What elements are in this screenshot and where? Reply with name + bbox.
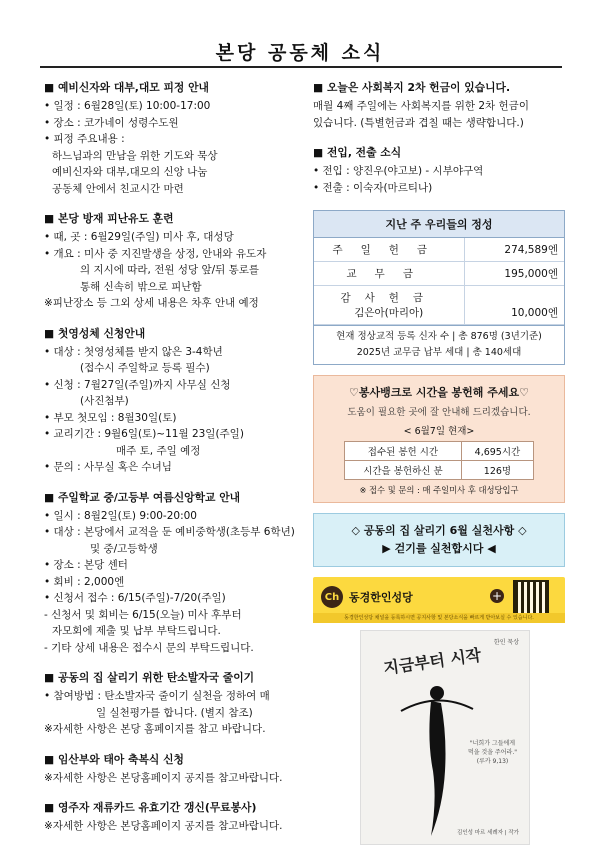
table-row [345, 461, 534, 480]
text-line: • 문의 : 사무실 혹은 수녀님 [44, 461, 172, 473]
offering-box [313, 210, 565, 365]
text-line: 공동체 안에서 친교시간 마련 [52, 182, 184, 195]
volunteer-note: ※ 접수 및 문의 : 매 주일미사 후 대성당입구 [359, 485, 519, 495]
text-line: 예비신자와 대부,대모의 신앙 나눔 [52, 166, 208, 178]
volunteer-title: ♡봉사뱅크로 시간을 봉헌해 주세요♡ [349, 386, 529, 399]
membership-stats [314, 325, 564, 364]
section-prep-retreat [44, 80, 306, 197]
section-heading: ■ 첫영성체 신청안내 [44, 326, 146, 340]
book-cover-image [360, 630, 530, 845]
volunteer-table [344, 441, 534, 480]
text-line: • 교리기간 : 9월6일(토)~11월 23일(주일) [44, 428, 244, 440]
note-line: ※자세한 사항은 본당 홈페이지를 참고 바랍니다. [44, 723, 266, 735]
offering-label: 감사헌금 [340, 292, 438, 304]
text-line: (사진첨부) [80, 395, 129, 407]
text-line: 하느님과의 만남을 위한 기도와 묵상 [52, 149, 218, 162]
text-line: • 일시 : 8월2일(토) 9:00-20:00 [44, 509, 197, 522]
section-heading: ■ 임산부와 태아 축복식 신청 [44, 752, 184, 766]
table-cell: 시간을 봉헌하신 분 [345, 461, 462, 480]
offering-donor: 김은아(마리아) [354, 307, 424, 319]
section-pregnancy-blessing [44, 752, 306, 787]
common-home-box [313, 513, 565, 567]
book-title: 지금부터 시작 [382, 645, 483, 678]
text-line: • 일정 : 6월28일(토) 10:00-17:00 [44, 100, 211, 112]
common-home-title: ◇ 공동의 집 살리기 6월 실천사항 ◇ [351, 524, 527, 537]
channel-name: 동경한인성당 [349, 591, 413, 604]
section-summer-school [44, 490, 306, 657]
left-column [44, 80, 306, 849]
text-line: • 전출 : 이숙자(마르티나) [313, 181, 433, 194]
offering-value: 10,000엔 [464, 286, 564, 325]
text-line: • 때, 곳 : 6월29일(주일) 미사 후, 대성당 [44, 231, 234, 243]
text-line: 매월 4째 주일에는 사회복지를 위한 2차 헌금이 [313, 100, 529, 112]
text-line: • 장소 : 본당 센터 [44, 559, 128, 571]
section-welfare-collection [313, 80, 565, 131]
section-fire-drill [44, 211, 306, 312]
text-line: 매주 토, 주일 예정 [116, 444, 201, 457]
table-row [345, 442, 534, 461]
text-line: - 신청서 및 회비는 6/15(오늘) 미사 후부터 [44, 608, 242, 621]
book-tag: 한인 묵상 [493, 639, 519, 646]
text-line: • 신청서 접수 : 6/15(주일)-7/20(주일) [44, 592, 226, 604]
text-line: • 대상 : 본당에서 교적을 둔 예비중학생(초등부 6학년) [44, 526, 295, 538]
common-home-action: ▶ 걷기를 실천합시다 ◀ [382, 542, 496, 555]
volunteer-bank-box [313, 375, 565, 503]
table-row [314, 238, 564, 262]
channel-banner[interactable] [313, 577, 565, 623]
section-heading: ■ 영주자 재류카드 유효기간 갱신(무료봉사) [44, 801, 257, 814]
channel-logo: Ch [321, 586, 343, 608]
table-row [314, 262, 564, 286]
text-line: • 신청 : 7월27일(주일)까지 사무실 신청 [44, 378, 231, 391]
text-line: (접수시 주일학교 등록 필수) [80, 362, 210, 374]
section-heading: ■ 본당 방재 피난유도 훈련 [44, 212, 174, 225]
table-cell: 접수된 봉헌 시간 [345, 442, 462, 461]
title-divider [40, 66, 562, 68]
table-cell: 126명 [461, 461, 533, 480]
section-residence-card [44, 800, 306, 835]
section-heading: ■ 전입, 전출 소식 [313, 146, 402, 159]
text-line: • 전입 : 양진우(야고보) - 시부야구역 [313, 165, 484, 177]
volunteer-date: < 6월7일 현재> [403, 426, 475, 437]
section-transfer-news [313, 145, 565, 196]
page-title: 본당 공동체 소식 [215, 42, 385, 64]
section-heading: ■ 예비신자와 대부,대모 피정 안내 [44, 81, 209, 94]
volunteer-subtitle: 도움이 필요한 곳에 잘 안내해 드리겠습니다. [347, 407, 531, 418]
channel-caption: 동경한인성당 채널을 등록하시면 공지사항 및 본당소식을 빠르게 받아보실 수 있습니다. [313, 613, 565, 623]
text-line: 자모회에 제출 및 납부 부탁드립니다. [52, 625, 221, 637]
offering-table [314, 238, 564, 325]
section-carbon-footprint [44, 670, 306, 738]
add-channel-button[interactable]: + [491, 589, 503, 603]
text-line: • 피정 주요내용 : [44, 133, 125, 145]
table-cell: 4,695시간 [461, 442, 533, 461]
text-line: • 참여방법 : 탄소발자국 줄이기 실천을 정하여 매 [44, 690, 270, 702]
note-line: ※자세한 사항은 본당홈페이지 공지를 참고바랍니다. [44, 771, 283, 784]
qr-code-icon[interactable] [513, 580, 549, 616]
section-heading: ■ 오늘은 사회복지 2차 헌금이 있습니다. [313, 81, 511, 94]
text-line: 일 실천평가를 합니다. (별지 참조) [96, 706, 253, 719]
text-line: 및 중/고등학생 [90, 542, 158, 555]
book-author: 김인성 마르 세례자 | 작가 [457, 830, 519, 836]
offering-heading: 지난 주 우리들의 정성 [314, 211, 564, 238]
section-heading: ■ 공동의 집 살리기 위한 탄소발자국 줄이기 [44, 671, 255, 684]
text-line: • 회비 : 2,000엔 [44, 575, 125, 588]
text-line: 의 지시에 따라, 전원 성당 앞/뒤 통로를 [80, 264, 260, 276]
text-line: 있습니다. (특별헌금과 겹칠 때는 생략합니다.) [313, 116, 524, 129]
offering-label: 교무금 [314, 262, 464, 286]
note-line: ※자세한 사항은 본당홈페이지 공지를 참고바랍니다. [44, 820, 283, 832]
text-line: 통해 신속히 밖으로 피난함 [80, 280, 202, 293]
right-column [313, 80, 565, 567]
section-heading: ■ 주일학교 중/고등부 여름신앙학교 안내 [44, 490, 241, 504]
text-line: • 장소 : 코가네이 성령수도원 [44, 116, 179, 129]
table-row [314, 286, 564, 325]
offering-value: 274,589엔 [464, 238, 564, 262]
offering-label: 주일헌금 [314, 238, 464, 262]
note-line: ※피난장소 등 그외 상세 내용은 차후 안내 예정 [44, 297, 259, 309]
stats-line: 현재 정상교적 등록 신자 수 | 총 876명 (3년기준) [336, 331, 542, 342]
stats-line: 2025년 교무금 납부 세대 | 총 140세대 [356, 347, 522, 358]
offering-value: 195,000엔 [464, 262, 564, 286]
book-quote: "너희가 그들에게 먹을 것을 주어라." (루카 9,13) [467, 740, 517, 765]
text-line: • 개요 : 미사 중 지진발생을 상정, 안내와 유도자 [44, 247, 267, 260]
text-line: • 대상 : 첫영성체를 받지 않은 3-4학년 [44, 345, 223, 358]
text-line: • 부모 첫모임 : 8월30일(토) [44, 411, 177, 424]
section-first-communion [44, 326, 306, 476]
text-line: - 기타 상세 내용은 접수시 문의 부탁드립니다. [44, 641, 254, 654]
